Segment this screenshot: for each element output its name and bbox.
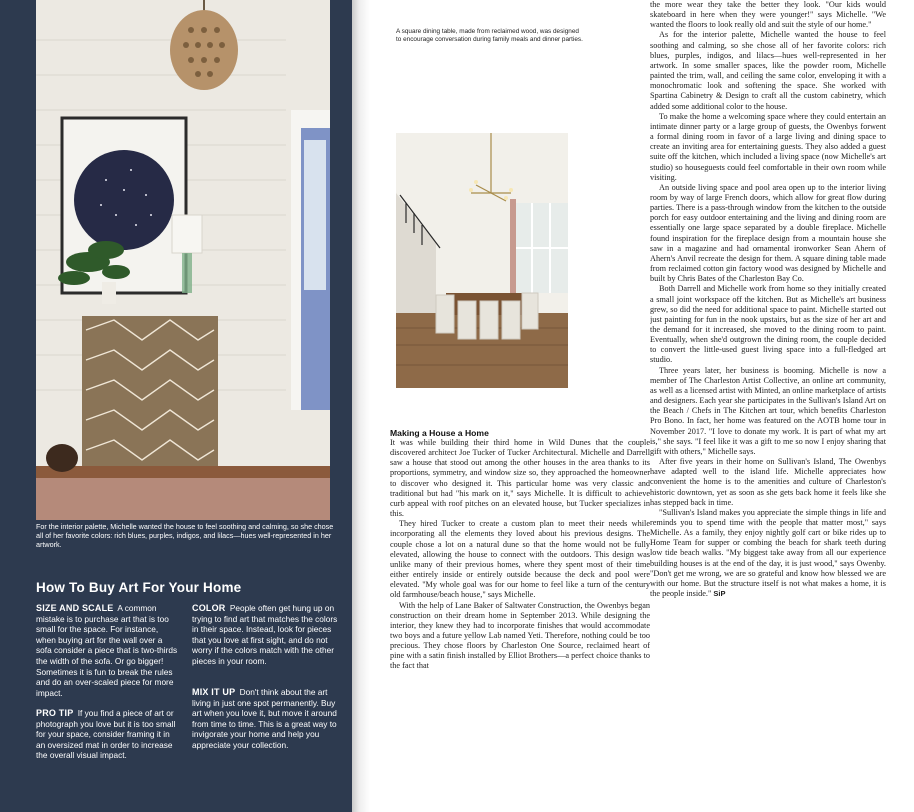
paragraph: To make the home a welcoming space where they could entertain an intimate dinner party or a large group of guests, the Owenbys forwent a formal dining room in favor of a large living and dining space to create an inviting area for entertaining guests. They also added a guest suite off the kitchen, which included a living space (now Michelle's art studio) so houseguests could feel comfortable in their own room while visiting. (650, 111, 886, 182)
tip-mix-it-up (192, 687, 338, 751)
left-photo-caption: For the interior palette, Michelle wanted the house to feel soothing and calming, so she chose all of her favorite colors: rich blues, purples, indigos, and lilacs—hues well-represented in her artwork. (36, 522, 334, 550)
tip-heading: COLOR (192, 603, 226, 613)
hallway-photo (36, 0, 330, 520)
hallway-illustration (36, 0, 330, 520)
paragraph: the more wear they take the better they look. "Our kids would skateboard in here when they were younger!" says Michelle. "We wanted the floors to look really old and suit the style of our home." (650, 0, 886, 30)
article-column-middle (390, 438, 650, 808)
end-mark: SiP (713, 589, 726, 599)
paragraph: An outside living space and pool area open up to the interior living room by way of large French doors, which allow for great flow during parties. There is a pass-through window from the kitchen to the outside porch for easy outdoor entertaining and the living and dining room are essentially one large space separated by a double fireplace. Michelle found inspiration for the fireplace design from a mountain house she saw in a magazine and had ornamental ironworker Sean Ahern of Ahern's Anvil recreate the design for them. A square dining table made from reclaimed cotton gin factory wood was designed by Michelle and built by Chris Bates of the Charleston Bay Co. (650, 182, 886, 284)
paragraph: With the help of Lane Baker of Saltwater Construction, the Owenbys began construction on their dream home in September 2013. While designing the interior, they knew they had to incorporate finishes that would accommodate two boys and a future yellow Lab named Yeti. Therefore, nothing could be too precious. They chose floors by Charleston One Source, reclaimed heart of pine with a satin finish installed by Elliot Brothers—a perfect choice thanks to the fact that (390, 600, 650, 671)
paragraph: As for the interior palette, Michelle wanted the house to feel soothing and calming, so she chose all of her favorite colors: rich blues, purples, indigos, and lilacs—hues well-represented in her artwork. In some smaller spaces, like the powder room, Michelle painted the trim, wall, and ceiling the same color, enveloping it with a monochromatic look and softening the space. She worked with Spartina Cabinetry & Design to craft all the custom cabinetry, which added some additional color to the house. (650, 30, 886, 111)
paragraph: After five years in their home on Sullivan's Island, The Owenbys have adapted well to the island life. Michelle appreciates how convenient the home is to the amenities and culture of Charleston's historic downtown, yet as soon as she gets back home it feels like she has stepped back in time. (650, 457, 886, 507)
paragraph (650, 508, 886, 599)
tip-text: Don't think about the art living in just one spot permanently. Buy art when you love it, but move it around from time to time. This is a great way to invigorate your home and help you appreciate your collection. (192, 687, 337, 750)
dining-room-photo (396, 133, 568, 388)
dining-photo-caption: A square dining table, made from reclaimed wood, was designed to encourage conversation during family meals and dinner parties. (396, 28, 583, 44)
tip-heading: PRO TIP (36, 708, 74, 718)
section-heading: Making a House a Home (390, 428, 489, 438)
tip-heading: MIX IT UP (192, 687, 236, 697)
final-paragraph-text: "Sullivan's Island makes you appreciate the simple things in life and reminds you to spend time with the people that matter most," says Michelle. As a family, they enjoy nightly golf cart or bike rides up to Home Team for supper or combing the beach for shark teeth during low tide beach walks. "My biggest take away from all our experience building houses is at the end of the day, it is just wood," says Owenby. "Don't get me wrong, we are so grateful and know how blessed we are with our home. But the structure itself is not what makes a home, it is the people inside." (650, 507, 886, 599)
tip-pro-tip (36, 708, 178, 761)
sidebar-title: How To Buy Art For Your Home (36, 580, 242, 595)
dining-room-illustration (396, 133, 568, 388)
paragraph: Three years later, her business is booming. Michelle is now a member of The Charleston Artist Collective, an online art community, as well as a licensed artist with Minted, an online marketplace of artists and designers. Each year she participates in the Sullivan's Island Art on the Beach / Chefs in The Kitchen art tour, which benefits Charleston Pro Bono. In fact, her home was featured on the AOTB home tour in November 2017. "I love to donate my work. It is part of what my art is," she says. "I feel like it was a gift to me so now I enjoy sharing that gift with others," Michelle says. (650, 365, 886, 456)
tip-text: If you find a piece of art or photograph you love but it is too small for your space, consider framing it in an oversized mat in order to increase the overall visual impact. (36, 708, 176, 761)
tip-heading: SIZE AND SCALE (36, 603, 114, 613)
tip-text: People often get hung up on trying to find art that matches the colors in their space. Instead, look for pieces that you love at first sight, and do not worry if the colors match with the other pieces in your room. (192, 603, 338, 666)
paragraph: Both Darrell and Michelle work from home so they initially created a small joint workspace off the kitchen. But as Michelle's art business grew, so did the need for additional space to paint. Michelle started out just painting for fun in the nook upstairs, but as the size of her art and the demand for it increased, she moved to the dining room to paint. Eventually, when she'd outgrown the dining room, the couple decided to convert the little-used guest living space into a full-fledged art studio. (650, 284, 886, 365)
tip-text: A common mistake is to purchase art that is too small for the space. For instance, when buying art for the wall over a sofa consider a piece that is two-thirds the width of the sofa. Or go bigger! Sometimes it is fun to break the rules and do an over-scaled piece for more impact. (36, 603, 178, 698)
tip-color (192, 603, 338, 667)
paragraph: They hired Tucker to create a custom plan to meet their needs while incorporating all the elements they loved about his previous designs. The couple chose a lot on a natural dune so that the home would not be fully elevated, allowing the house to connect with the outdoors. This design was unlike many of their previous homes, where they spent most of their time either entirely inside or entirely outside because the deck and pool were elevated. "My whole goal was for our home to feel like a turn of the century old farmhouse/beach house," says Michelle. (390, 519, 650, 600)
page-gutter (352, 0, 370, 812)
tip-size-and-scale (36, 603, 178, 698)
paragraph: It was while building their third home in Wild Dunes that the couple discovered architect Joe Tucker of Tucker Architectural. Michelle and Darrell saw a house that stood out among the other houses in the area thanks to its proportions, symmetry, and window size so, they approached the homeowner to discover who designed it. This particular home was very classic and traditional but had "his mark on it," says Michelle. It is difficult to achieve curb appeal with roof pitches on an elevated house, but Tucker specializes in this. (390, 438, 650, 519)
article-column-right (650, 0, 886, 812)
